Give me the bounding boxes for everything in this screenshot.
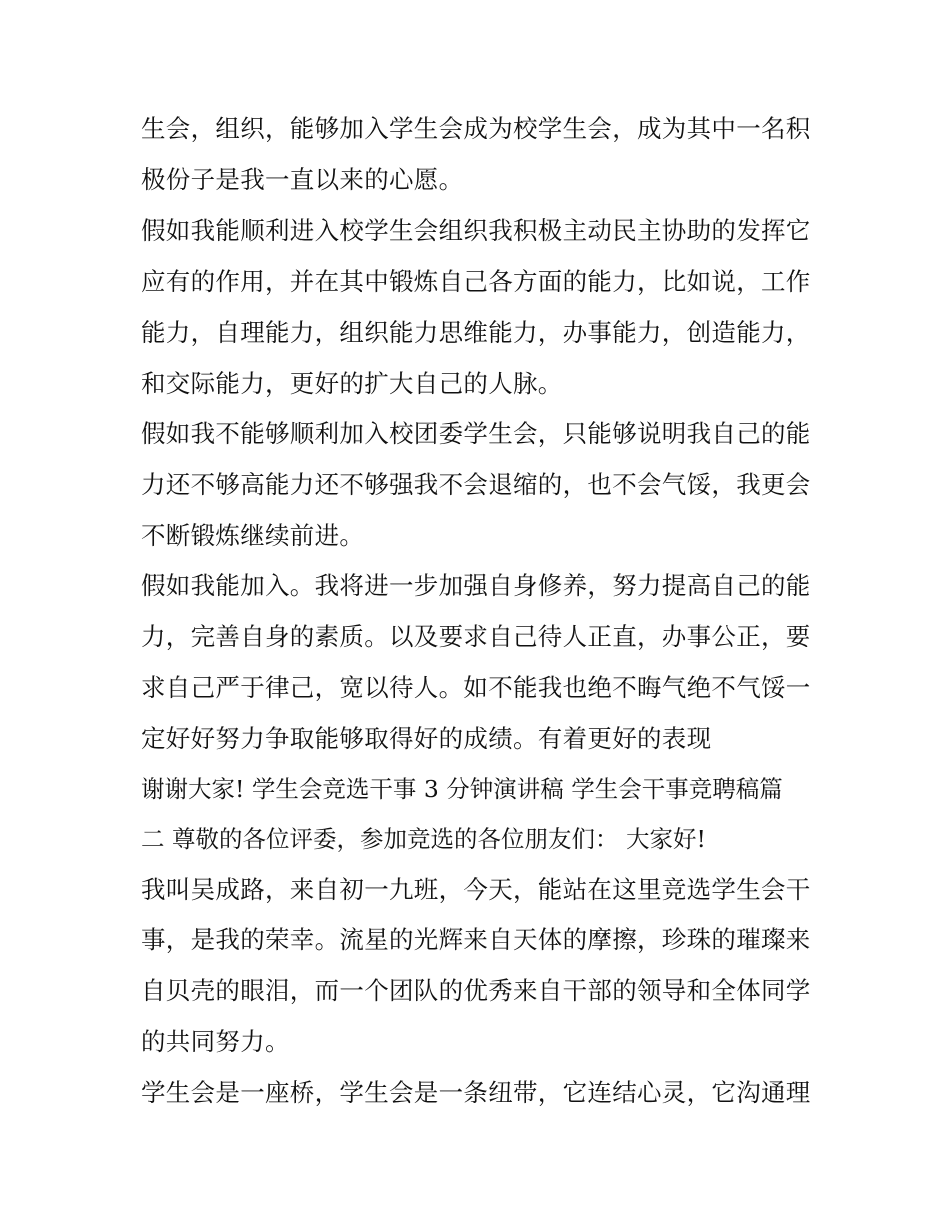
text-line: 定好好努力争取能够取得好的成绩。有着更好的表现 (141, 724, 712, 753)
text-line: 二 尊敬的各位评委，参加竞选的各位朋友们： 大家好! (141, 825, 706, 853)
text-line: 假如我能顺利进入校学生会组织我积极主动民主协助的发挥它 (141, 216, 811, 245)
text-line: 力，完善自身的素质。以及要求自己待人正直，办事公正，要 (141, 622, 811, 651)
text-line: 假如我不能够顺利加入校团委学生会，只能够说明我自己的能 (141, 419, 811, 448)
text-line: 的共同努力。 (141, 1027, 290, 1056)
text-line: 力还不够高能力还不够强我不会退缩的，也不会气馁，我更会 (141, 470, 811, 499)
text-line: 谢谢大家! 学生会竞选干事 3 分钟演讲稿 学生会干事竞聘稿篇 (141, 775, 783, 803)
text-line: 假如我能加入。我将进一步加强自身修养，努力提高自己的能 (141, 571, 811, 600)
text-line: 能力，自理能力，组织能力思维能力，办事能力，创造能力， (141, 318, 811, 347)
text-line: 应有的作用，并在其中锻炼自己各方面的能力，比如说，工作 (141, 267, 811, 296)
text-line: 极份子是我一直以来的心愿。 (141, 165, 464, 194)
text-line: 自贝壳的眼泪，而一个团队的优秀来自干部的领导和全体同学 (141, 976, 811, 1005)
text-line: 学生会是一座桥，学生会是一条纽带，它连结心灵，它沟通理 (141, 1078, 811, 1107)
text-line: 求自己严于律己，宽以待人。如不能我也绝不晦气绝不气馁一 (141, 673, 811, 702)
text-line: 和交际能力，更好的扩大自己的人脉。 (141, 369, 563, 398)
text-line: 不断锻炼继续前进。 (141, 521, 365, 550)
text-line: 我叫吴成路，来自初一九班，今天，能站在这里竞选学生会干 (141, 875, 811, 904)
text-line: 事，是我的荣幸。流星的光辉来自天体的摩擦，珍珠的璀璨来 (141, 925, 811, 954)
text-line: 生会，组织，能够加入学生会成为校学生会，成为其中一名积 (141, 114, 811, 143)
